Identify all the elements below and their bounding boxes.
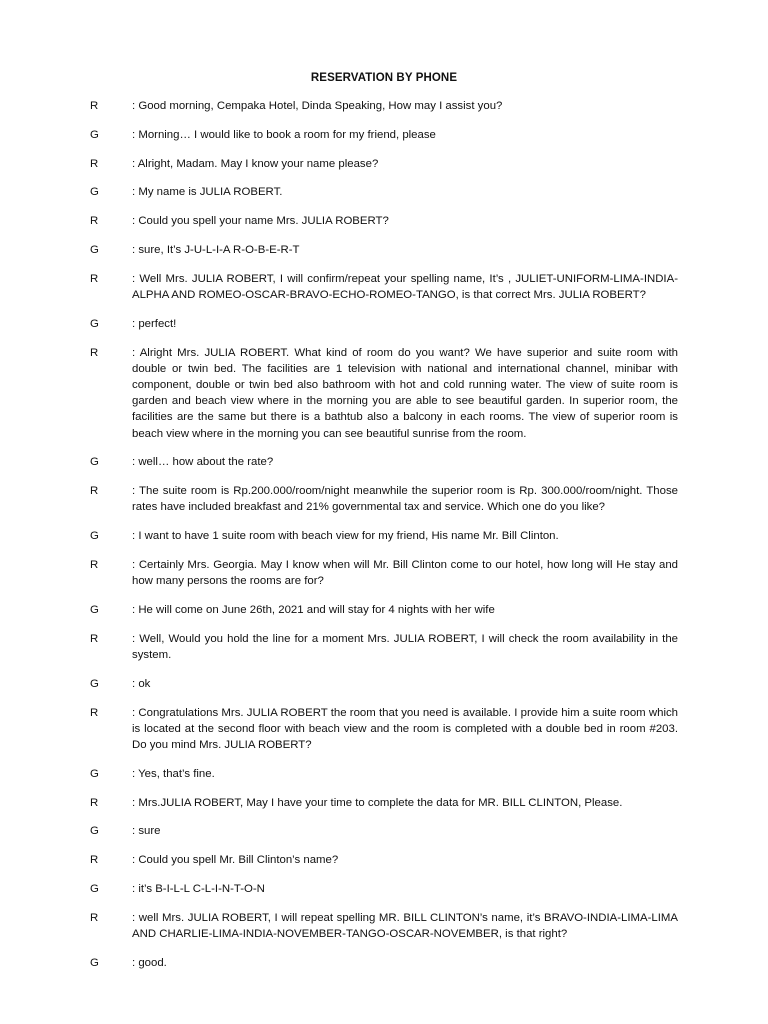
- speaker-label: G: [90, 186, 99, 199]
- utterance-text: : Mrs.JULIA ROBERT, May I have your time to complete the data for MR. BILL CLINTON, Please.: [132, 796, 623, 809]
- utterance-text: : Could you spell Mr. Bill Clinton’s name?: [132, 854, 339, 867]
- dialogue-turn: [90, 156, 678, 172]
- utterance-text: : Could you spell your name Mrs. JULIA ROBERT?: [132, 215, 389, 228]
- speaker-label: R: [90, 632, 99, 645]
- speaker-label: R: [90, 272, 99, 285]
- speaker-label: G: [90, 456, 99, 469]
- speaker-label: R: [90, 558, 99, 571]
- dialogue-turn: [90, 910, 678, 942]
- utterance-text: : My name is JULIA ROBERT.: [132, 186, 283, 199]
- utterance-text: : Well Mrs. JULIA ROBERT, I will confirm/repeat your spelling name, It’s , JULIET-UNIFORM-LIMA-INDIA-ALPHA AND ROMEO-OSCAR-BRAVO-ECHO-ROMEO-TANGO, is that correct Mrs. JULIA ROBERT?: [132, 272, 678, 301]
- dialogue: [90, 98, 678, 984]
- dialogue-turn: [90, 881, 678, 897]
- dialogue-turn: [90, 184, 678, 200]
- utterance-text: : The suite room is Rp.200.000/room/night meanwhile the superior room is Rp. 300.000/room/night. Those rates have included breakfast and 21% governmental tax and service. Which one do you like?: [132, 485, 678, 514]
- utterance-text: : it’s B-I-L-L C-L-I-N-T-O-N: [132, 882, 265, 895]
- dialogue-turn: [90, 705, 678, 754]
- speaker-label: R: [90, 100, 99, 112]
- utterance-text: : I want to have 1 suite room with beach view for my friend, His name Mr. Bill Clinton.: [132, 530, 559, 543]
- speaker-label: G: [90, 128, 99, 141]
- page-title: RESERVATION BY PHONE: [310, 72, 458, 84]
- dialogue-turn: [90, 345, 678, 442]
- dialogue-turn: [90, 602, 678, 618]
- dialogue-turn: [90, 631, 678, 663]
- dialogue-turn: [90, 127, 678, 143]
- dialogue-turn: [90, 557, 678, 589]
- speaker-label: G: [90, 530, 99, 543]
- utterance-text: : ok: [132, 677, 151, 690]
- dialogue-turn: [90, 483, 678, 515]
- utterance-text: : Yes, that’s fine.: [132, 767, 215, 780]
- speaker-label: R: [90, 215, 99, 228]
- dialogue-turn: [90, 213, 678, 229]
- dialogue-turn: [90, 852, 678, 868]
- speaker-label: R: [90, 346, 99, 359]
- utterance-text: : He will come on June 26th, 2021 and will stay for 4 nights with her wife: [132, 603, 495, 616]
- utterance-text: : well… how about the rate?: [132, 456, 274, 469]
- utterance-text: : Good morning, Cempaka Hotel, Dinda Speaking, How may I assist you?: [132, 100, 503, 112]
- utterance-text: : Alright Mrs. JULIA ROBERT. What kind of room do you want? We have superior and suite room with double or twin bed. The facilities are 1 television with national and international channel, minibar with component, double or twin bed also bathroom with hot and cold running water. The view of suite room is garden and beach view where in the morning you are able to see beautiful garden. In superior room, the facilities are the same but there is a bathtub also a balcony in each rooms. The view of superior room is beach view where in the morning you can see beautiful sunrise from the room.: [132, 346, 678, 440]
- speaker-label: G: [90, 243, 99, 256]
- utterance-text: : perfect!: [132, 317, 177, 330]
- speaker-label: R: [90, 485, 99, 498]
- dialogue-turn: [90, 271, 678, 303]
- dialogue-turn: [90, 676, 678, 692]
- dialogue-turn: [90, 528, 678, 544]
- dialogue-turn: [90, 955, 678, 971]
- speaker-label: G: [90, 603, 99, 616]
- dialogue-turn: [90, 242, 678, 258]
- dialogue-turn: [90, 766, 678, 782]
- utterance-text: : good.: [132, 956, 167, 969]
- speaker-label: R: [90, 796, 99, 809]
- speaker-label: G: [90, 317, 99, 330]
- speaker-label: R: [90, 911, 99, 924]
- utterance-text: : Certainly Mrs. Georgia. May I know when will Mr. Bill Clinton come to our hotel, how long will He stay and how many persons the rooms are for?: [132, 558, 678, 588]
- utterance-text: : Alright, Madam. May I know your name please?: [132, 157, 379, 170]
- utterance-text: : Well, Would you hold the line for a moment Mrs. JULIA ROBERT, I will check the room availability in the system.: [132, 632, 678, 661]
- speaker-label: G: [90, 677, 99, 690]
- dialogue-turn: [90, 823, 678, 839]
- speaker-label: R: [90, 854, 99, 867]
- dialogue-turn: [90, 98, 678, 114]
- speaker-label: R: [90, 157, 99, 170]
- utterance-text: : sure, It’s J-U-L-I-A R-O-B-E-R-T: [132, 243, 300, 256]
- dialogue-turn: [90, 454, 678, 470]
- speaker-label: G: [90, 825, 99, 838]
- utterance-text: : sure: [132, 825, 161, 838]
- speaker-label: R: [90, 706, 99, 719]
- utterance-text: : Congratulations Mrs. JULIA ROBERT the room that you need is available. I provide him a suite room which is located at the second floor with beach view and the room is completed with a double bed in room #203. Do you mind Mrs. JULIA ROBERT?: [132, 706, 678, 751]
- speaker-label: G: [90, 767, 99, 780]
- utterance-text: : Morning… I would like to book a room for my friend, please: [132, 128, 436, 141]
- speaker-label: G: [90, 882, 99, 895]
- speaker-label: G: [90, 956, 99, 969]
- dialogue-turn: [90, 316, 678, 332]
- utterance-text: : well Mrs. JULIA ROBERT, I will repeat spelling MR. BILL CLINTON’s name, it’s BRAVO-INDIA-LIMA-LIMA AND CHARLIE-LIMA-INDIA-NOVEMBER-TANGO-OSCAR-NOVEMBER, is that right?: [132, 911, 678, 940]
- dialogue-turn: [90, 795, 678, 811]
